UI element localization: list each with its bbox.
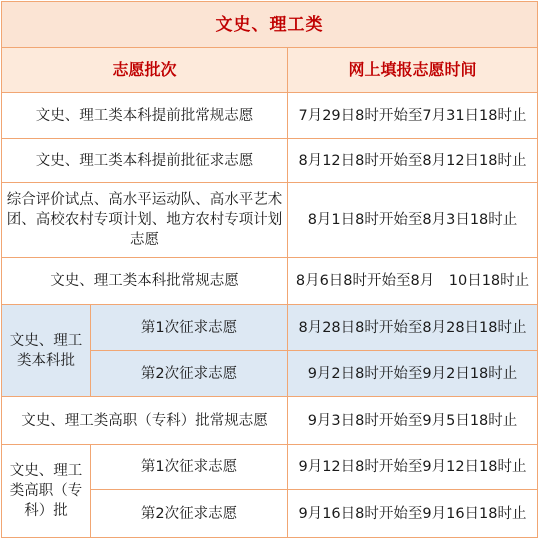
table-row (2, 183, 538, 258)
table-row (2, 139, 538, 183)
table-title-row (2, 2, 538, 48)
group-label-benke: 文史、理工类本科批 (2, 305, 91, 397)
time-cell: 8月28日8时开始至8月28日18时止 (288, 305, 538, 351)
time-cell: 7月29日8时开始至7月31日18时止 (288, 93, 538, 139)
time-cell: 8月1日8时开始至8月3日18时止 (288, 183, 538, 258)
batch-cell: 文史、理工类本科批常规志愿 (2, 258, 288, 305)
batch-cell: 第2次征求志愿 (91, 490, 288, 538)
table-row (2, 305, 538, 351)
group-label-gaozhi: 文史、理工类高职（专科）批 (2, 445, 91, 538)
table-row (2, 397, 538, 445)
time-cell: 8月12日8时开始至8月12日18时止 (288, 139, 538, 183)
time-cell: 9月2日8时开始至9月2日18时止 (288, 351, 538, 397)
batch-cell: 第2次征求志愿 (91, 351, 288, 397)
volunteer-schedule-table (1, 1, 538, 538)
table-row (2, 258, 538, 305)
batch-cell: 第1次征求志愿 (91, 445, 288, 490)
header-time: 网上填报志愿时间 (288, 48, 538, 93)
table-row (2, 93, 538, 139)
batch-cell: 文史、理工类高职（专科）批常规志愿 (2, 397, 288, 445)
table-row (2, 445, 538, 490)
batch-cell: 第1次征求志愿 (91, 305, 288, 351)
header-batch: 志愿批次 (2, 48, 288, 93)
time-cell: 8月6日8时开始至8月 10日18时止 (288, 258, 538, 305)
batch-cell: 文史、理工类本科提前批常规志愿 (2, 93, 288, 139)
time-cell: 9月3日8时开始至9月5日18时止 (288, 397, 538, 445)
table-header-row (2, 48, 538, 93)
table-title: 文史、理工类 (2, 2, 538, 48)
batch-cell: 文史、理工类本科提前批征求志愿 (2, 139, 288, 183)
batch-cell: 综合评价试点、高水平运动队、高水平艺术团、高校农村专项计划、地方农村专项计划志愿 (2, 183, 288, 258)
time-cell: 9月12日8时开始至9月12日18时止 (288, 445, 538, 490)
time-cell: 9月16日8时开始至9月16日18时止 (288, 490, 538, 538)
